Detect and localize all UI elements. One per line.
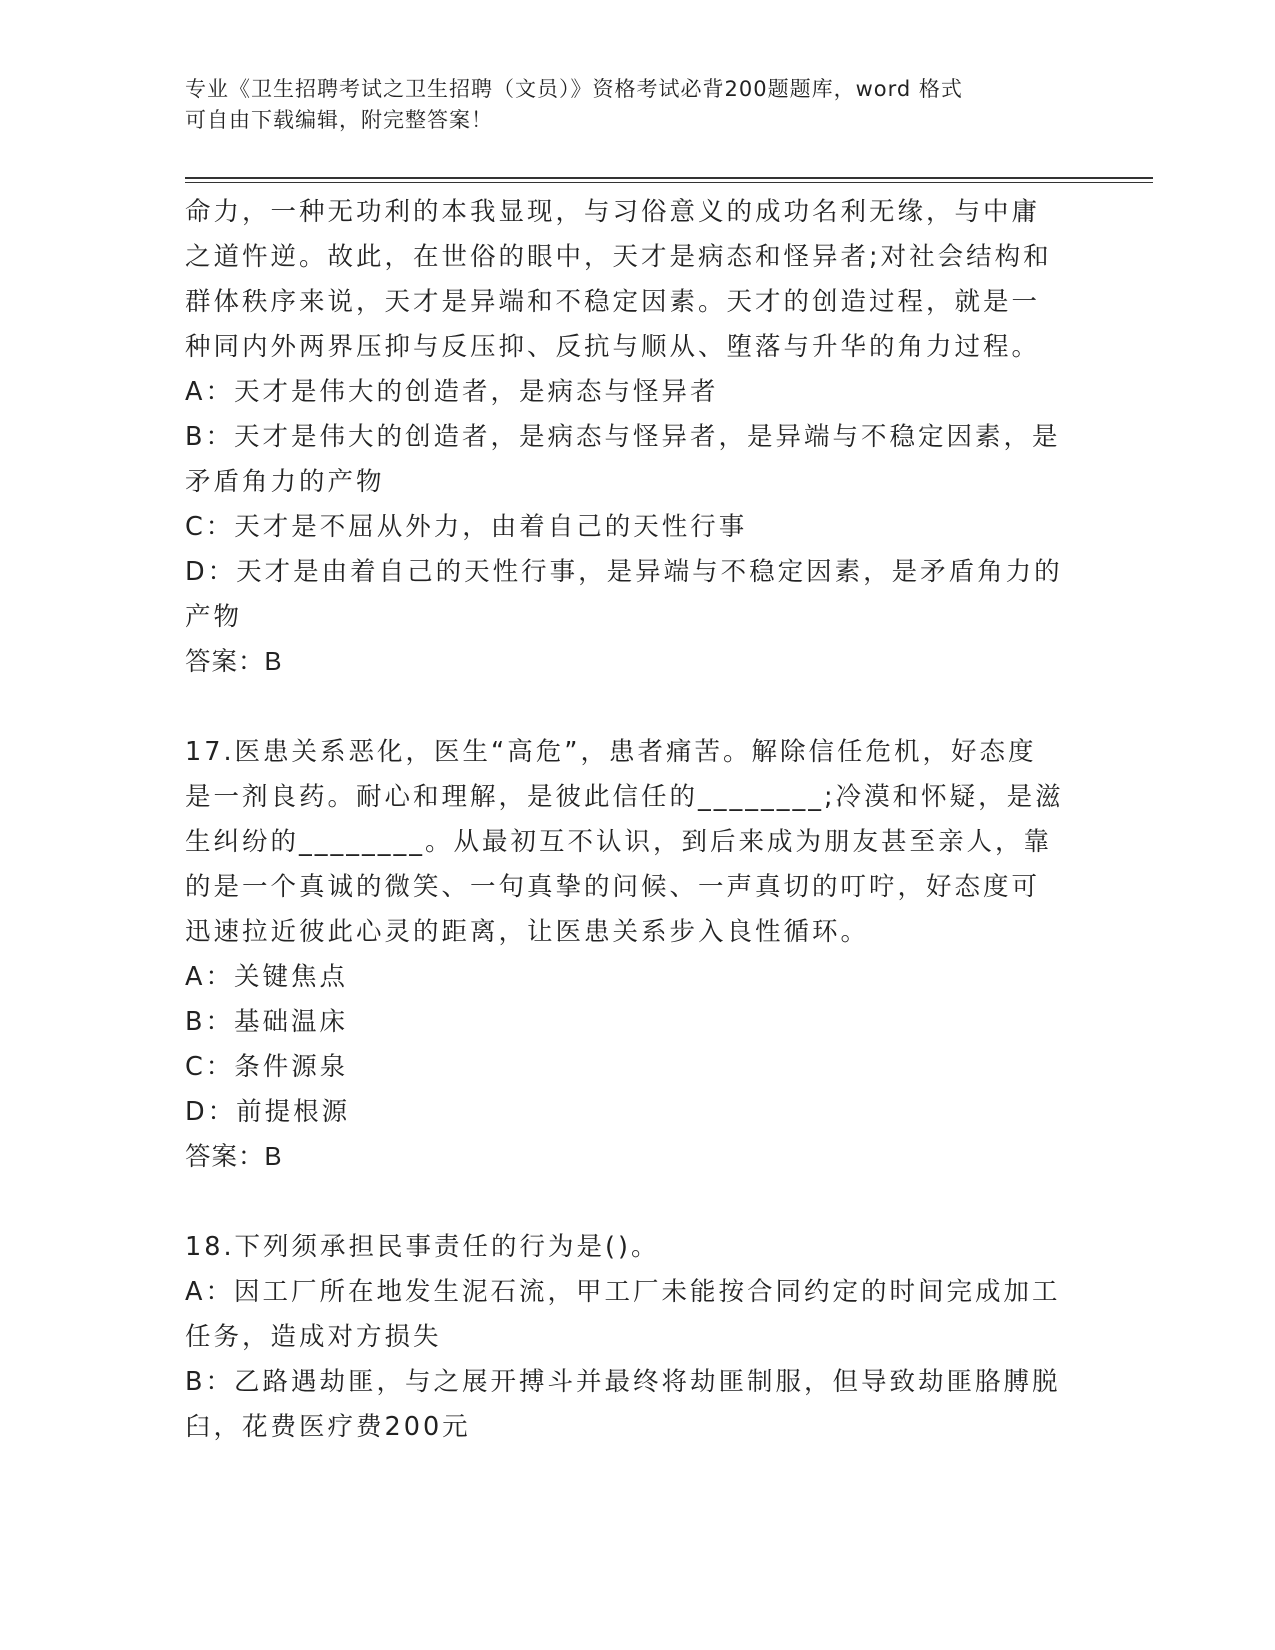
header-title-line-2: 可自由下载编辑，附完整答案！ xyxy=(185,108,493,132)
spacer xyxy=(185,1180,1085,1225)
question-16-answer: 答案：B xyxy=(185,648,283,676)
question-18-option-b: B：乙路遇劫匪，与之展开搏斗并最终将劫匪制服，但导致劫匪胳膊脱 xyxy=(185,1367,1061,1397)
header-divider xyxy=(185,177,1153,179)
question-18-stem: 18.下列须承担民事责任的行为是()。 xyxy=(185,1232,660,1262)
header-divider-thin xyxy=(185,182,1153,183)
question-17-option-c: C：条件源泉 xyxy=(185,1052,349,1082)
question-18 xyxy=(185,1225,1085,1450)
question-18-option-a: A：因工厂所在地发生泥石流，甲工厂未能按合同约定的时间完成加工 xyxy=(185,1277,1061,1307)
question-16-option-d: D：天才是由着自己的天性行事，是异端与不稳定因素，是矛盾角力的 xyxy=(185,557,1063,587)
question-17-text-line: 的是一个真诚的微笑、一句真挚的问候、一声真切的叮咛，好态度可 xyxy=(185,872,1041,902)
question-17-text-line: 是一剂良药。耐心和理解，是彼此信任的________;冷漠和怀疑，是滋 xyxy=(185,782,1064,812)
question-17-text-line: 生纠纷的________。从最初互不认识，到后来成为朋友甚至亲人，靠 xyxy=(185,827,1053,857)
question-17-answer: 答案：B xyxy=(185,1143,283,1171)
question-18-option-b-cont: 臼，花费医疗费200元 xyxy=(185,1412,471,1442)
question-16-option-d-cont: 产物 xyxy=(185,602,243,632)
question-17-option-d: D：前提根源 xyxy=(185,1097,351,1127)
document-body xyxy=(185,190,1085,1450)
question-16-text-line: 命力，一种无功利的本我显现，与习俗意义的成功名利无缘，与中庸 xyxy=(185,197,1041,227)
spacer xyxy=(185,685,1085,730)
question-17-text-line: 17.医患关系恶化，医生“高危”，患者痛苦。解除信任危机，好态度 xyxy=(185,737,1037,767)
page-header xyxy=(185,74,1065,136)
question-17-option-a: A：关键焦点 xyxy=(185,962,348,992)
question-17-option-b: B：基础温床 xyxy=(185,1007,348,1037)
header-title-line-1: 专业《卫生招聘考试之卫生招聘（文员）》资格考试必背200题题库，word 格式 xyxy=(185,77,963,101)
question-17 xyxy=(185,730,1085,1180)
question-16-option-b-cont: 矛盾角力的产物 xyxy=(185,467,385,497)
question-16-option-a: A：天才是伟大的创造者，是病态与怪异者 xyxy=(185,377,719,407)
question-16 xyxy=(185,190,1085,685)
question-16-text-line: 之道忤逆。故此，在世俗的眼中，天才是病态和怪异者;对社会结构和 xyxy=(185,242,1052,272)
question-18-option-a-cont: 任务，造成对方损失 xyxy=(185,1322,442,1352)
question-16-option-c: C：天才是不屈从外力，由着自己的天性行事 xyxy=(185,512,748,542)
question-16-text-line: 群体秩序来说，天才是异端和不稳定因素。天才的创造过程，就是一 xyxy=(185,287,1041,317)
question-16-text-line: 种同内外两界压抑与反压抑、反抗与顺从、堕落与升华的角力过程。 xyxy=(185,332,1041,362)
question-16-option-b: B：天才是伟大的创造者，是病态与怪异者，是异端与不稳定因素，是 xyxy=(185,422,1061,452)
question-17-text-line: 迅速拉近彼此心灵的距离，让医患关系步入良性循环。 xyxy=(185,917,870,947)
